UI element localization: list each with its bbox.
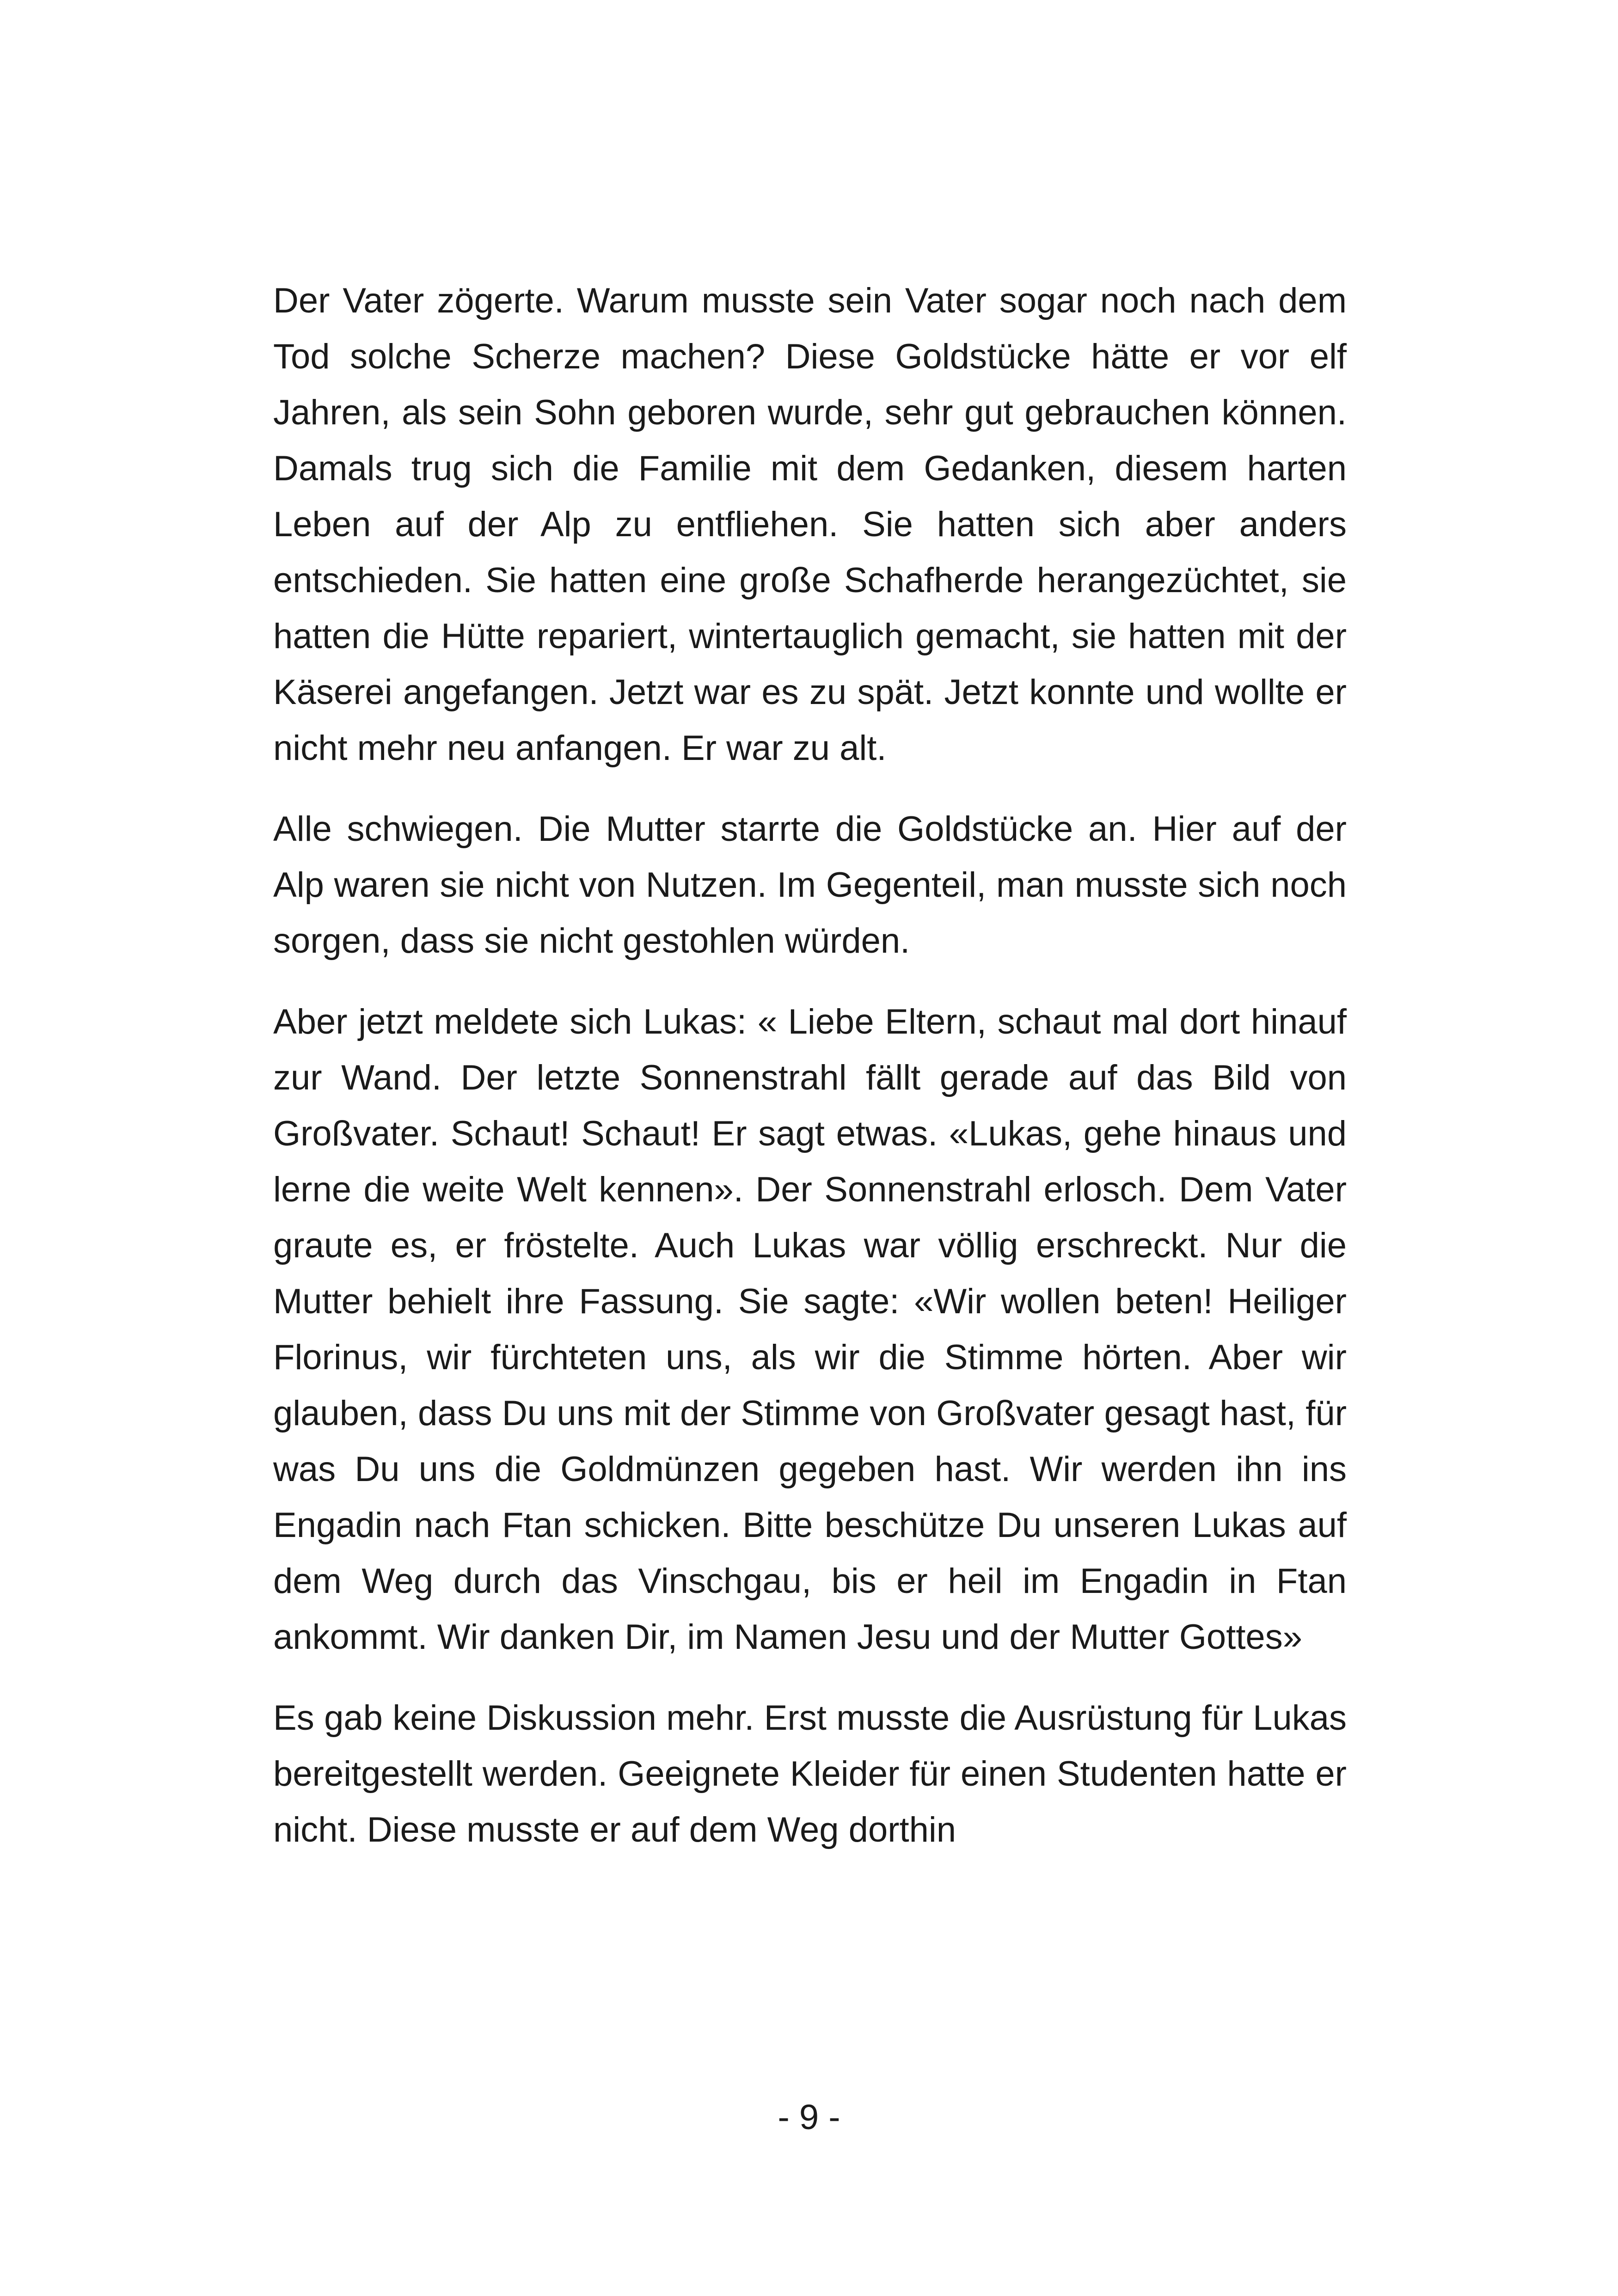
- page-body: [273, 273, 1347, 1883]
- paragraph-2: Alle schwiegen. Die Mutter starrte die Goldstücke an. Hier auf der Alp waren sie nicht von Nutzen. Im Gegenteil, man musste sich noch sorgen, dass sie nicht gestohlen würden.: [273, 809, 1347, 961]
- paragraph-4: Es gab keine Diskussion mehr. Erst musste die Ausrüstung für Lukas bereitgestellt werden. Geeignete Kleider für einen Studenten hatte er nicht. Diese musste er auf dem Weg dorthin: [273, 1698, 1347, 1849]
- page-number: - 9 -: [778, 2098, 840, 2137]
- paragraph-1: Der Vater zögerte. Warum musste sein Vater sogar noch nach dem Tod solche Scherze machen? Diese Goldstücke hätte er vor elf Jahren, als sein Sohn geboren wurde, sehr gut gebrauchen können. Damals trug sich die Familie mit dem Gedanken, diesem harten Leben auf der Alp zu entfliehen. Sie hatten sich aber anders entschieden. Sie hatten eine große Schafherde herangezüchtet, sie hatten die Hütte repariert, wintertauglich gemacht, sie hatten mit der Käserei angefangen. Jetzt war es zu spät. Jetzt konnte und wollte er nicht mehr neu anfangen. Er war zu alt.: [273, 281, 1347, 768]
- paragraph-3: Aber jetzt meldete sich Lukas: « Liebe Eltern, schaut mal dort hinauf zur Wand. Der letzte Sonnenstrahl fällt gerade auf das Bild von Großvater. Schaut! Schaut! Er sagt etwas. «Lukas, gehe hinaus und lerne die weite Welt kennen». Der Sonnenstrahl erlosch. Dem Vater graute es, er fröstelte. Auch Lukas war völlig erschreckt. Nur die Mutter behielt ihre Fassung. Sie sagte: «Wir wollen beten! Heiliger Florinus, wir fürchteten uns, als wir die Stimme hörten. Aber wir glauben, dass Du uns mit der Stimme von Großvater gesagt hast, für was Du uns die Goldmünzen gegeben hast. Wir werden ihn ins Engadin nach Ftan schicken. Bitte beschütze Du unseren Lukas auf dem Weg durch das Vinschgau, bis er heil im Engadin in Ftan ankommt. Wir danken Dir, im Namen Jesu und der Mutter Gottes»: [273, 1002, 1347, 1657]
